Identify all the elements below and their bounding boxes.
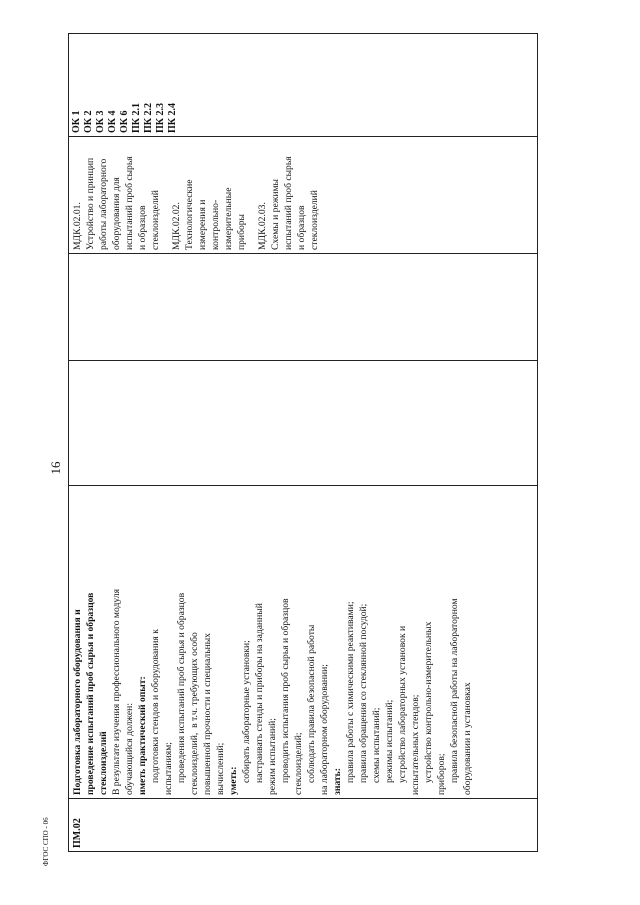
mdk-gap: [162, 140, 170, 250]
mdk-line: измерения и: [197, 199, 208, 250]
mdk-line: стеклоизделий: [150, 190, 161, 250]
competency-code: ОК 2: [83, 110, 94, 133]
mdk-line: испытаний проб сырья: [124, 156, 135, 250]
content-line: правила безопасной работы на лабораторном: [449, 598, 460, 783]
content-line: В результате изучения профессионального модуля: [111, 589, 122, 795]
content-line: соблюдать правила безопасной работы: [306, 624, 317, 783]
content-line: собирать лабораторные установки;: [241, 640, 252, 783]
content-line: правила обращения со стеклянной посудой;: [358, 603, 369, 783]
curriculum-table: [68, 33, 538, 852]
content-line: устройство контрольно-измерительных: [423, 621, 434, 783]
mdk-line: измерительные: [223, 187, 234, 250]
mdk-line: оборудования для: [111, 177, 122, 250]
mdk-cell: [69, 137, 538, 254]
content-line: испытательных стендов;: [410, 694, 421, 795]
content-line: проводить испытания проб сырья и образцов: [280, 598, 291, 783]
module-code-cell: ПМ.02: [69, 799, 538, 852]
mdk-line: испытаний проб сырья: [283, 156, 294, 250]
competency-code: ОК 4: [107, 110, 118, 133]
content-line: уметь:: [228, 766, 239, 795]
content-line: проведения испытаний проб сырья и образцов: [176, 592, 187, 783]
mdk-line: МДК.02.01.: [72, 202, 83, 250]
competency-code: ПК 2.1: [131, 102, 142, 133]
mdk-line: Технологические: [184, 179, 195, 250]
competency-code: ПК 2.2: [143, 102, 154, 133]
rotated-page: [68, 64, 538, 852]
content-line: режимы испытаний;: [384, 699, 395, 783]
content-line: вычислений;: [215, 742, 226, 795]
content-line: стеклоизделий: [98, 731, 109, 795]
mdk-line: МДК.02.03.: [257, 202, 268, 250]
content-line: стеклоизделий;: [293, 732, 304, 795]
content-line: знать:: [332, 768, 343, 795]
mdk-line: Схемы и режимы: [270, 179, 281, 250]
competency-code: ОК 6: [119, 110, 130, 133]
content-line: настраивать стенды и приборы на заданный: [254, 603, 265, 783]
content-line: проведение испытаний проб сырья и образцов: [85, 592, 96, 795]
content-line: на лабораторном оборудовании;: [319, 664, 330, 795]
competencies-cell: [69, 34, 538, 137]
competency-code: ПК 2.3: [155, 102, 166, 133]
content-line: иметь практический опыт:: [137, 676, 148, 795]
table-row: [69, 34, 538, 852]
mdk-line: приборы: [236, 214, 247, 250]
mdk-gap: [248, 140, 256, 250]
competency-code: ОК 3: [95, 110, 106, 133]
content-line: стеклоизделий, в т.ч. требующих особо: [189, 632, 200, 795]
mdk-line: и образцов: [137, 205, 148, 250]
empty-cell-hours: [69, 361, 538, 486]
footer-standard-code: ФГОС СПО - 06: [42, 817, 50, 866]
mdk-line: контрольно-: [210, 199, 221, 250]
content-line: схемы испытаний;: [371, 707, 382, 783]
competency-code: ОК 1: [71, 110, 82, 133]
content-line: обучающийся должен:: [124, 703, 135, 795]
module-content-cell: [69, 486, 538, 799]
content-line: правила работы с химическими реактивами;: [345, 601, 356, 783]
competency-code: ПК 2.4: [167, 102, 178, 133]
content-line: режим испытаний;: [267, 718, 278, 795]
empty-cell-hours-2: [69, 254, 538, 361]
mdk-line: работы лабораторного: [98, 158, 109, 250]
page-number: 16: [48, 461, 63, 475]
mdk-line: Устройство и принцип: [85, 157, 96, 250]
content-line: Подготовка лабораторного оборудования и: [72, 609, 83, 795]
mdk-line: и образцов: [296, 205, 307, 250]
content-line: оборудовании и установках: [462, 682, 473, 795]
content-line: приборов;: [436, 753, 447, 795]
content-line: устройство лабораторных установок и: [397, 625, 408, 783]
content-line: повышенной прочности и специальных: [202, 633, 213, 795]
content-line: испытаниям;: [163, 742, 174, 795]
mdk-line: стеклоизделий: [309, 190, 320, 250]
mdk-line: МДК.02.02.: [171, 202, 182, 250]
content-line: подготовки стендов и оборудования к: [150, 629, 161, 783]
